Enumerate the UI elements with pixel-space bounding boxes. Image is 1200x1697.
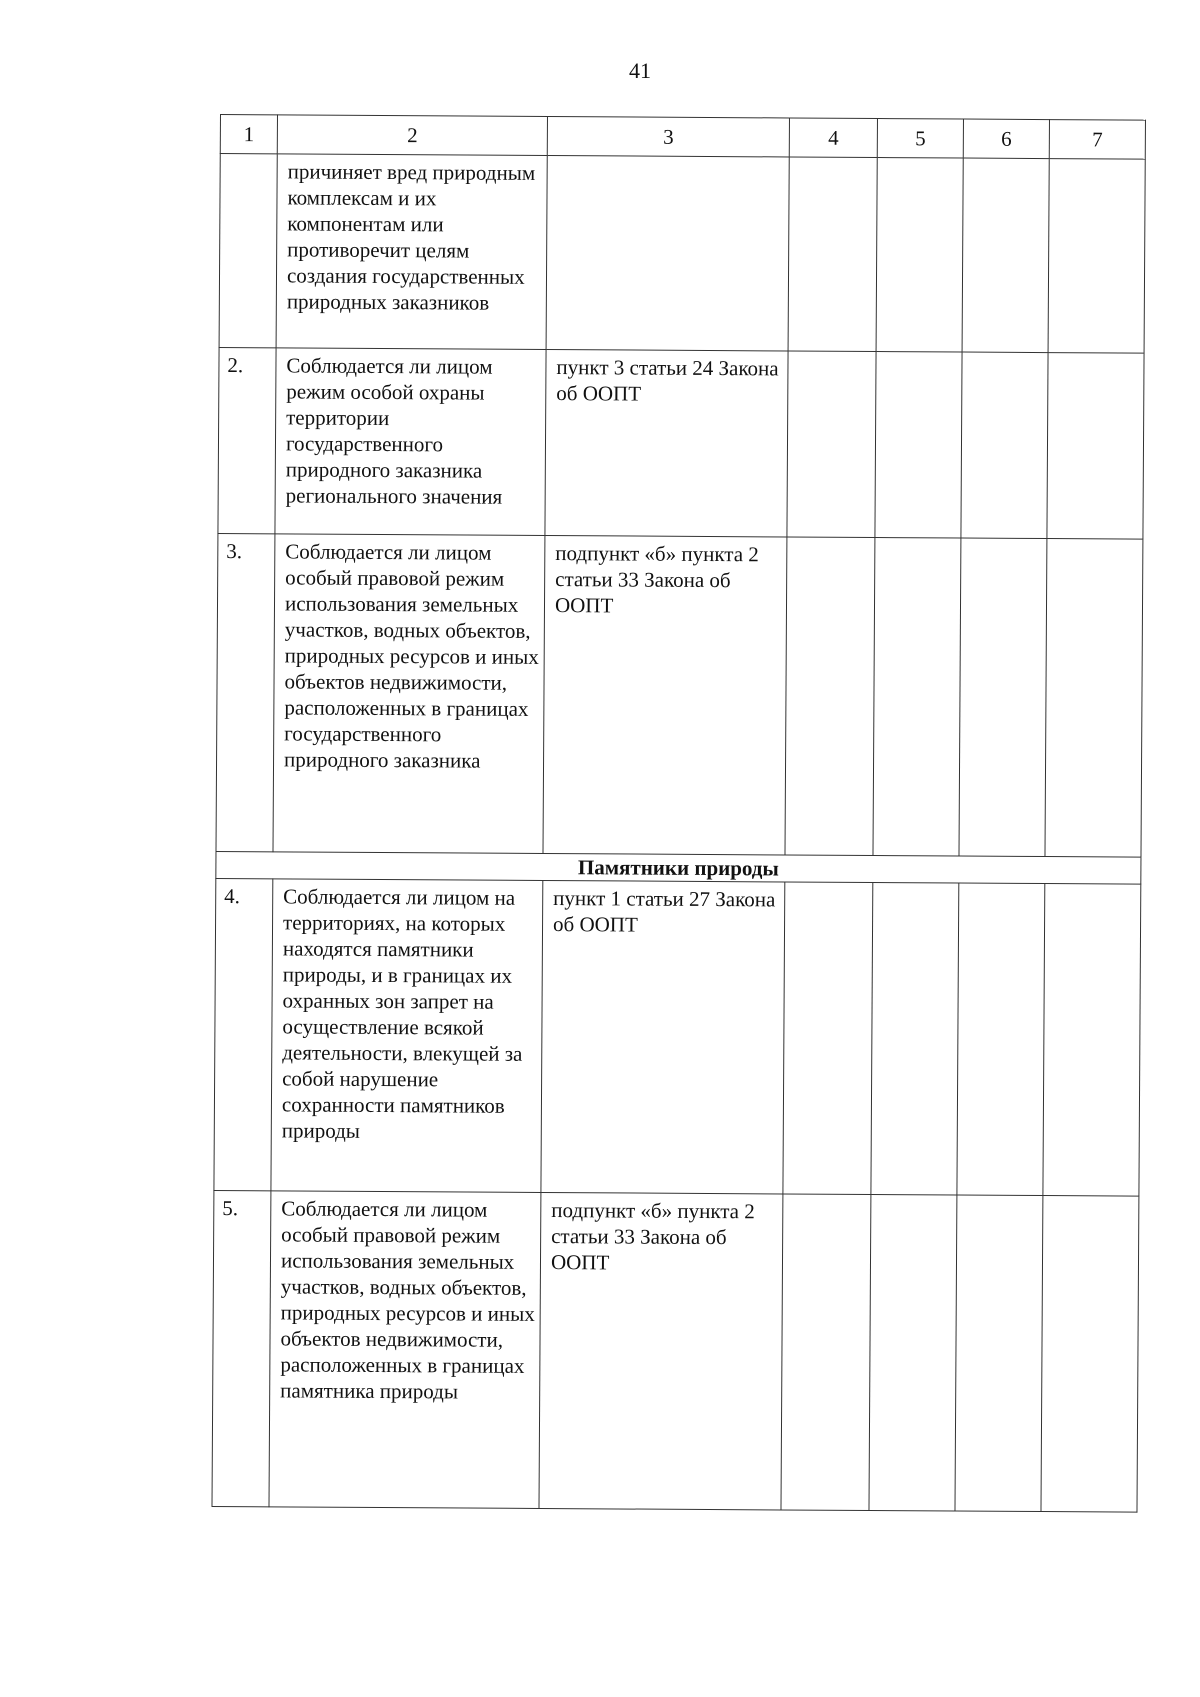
checklist-table: [211, 114, 1145, 1513]
empty-cell: [783, 882, 873, 1195]
empty-cell: [788, 157, 877, 352]
row-number: 3.: [216, 533, 275, 851]
empty-cell: [781, 1194, 871, 1511]
empty-cell: [1041, 1196, 1139, 1513]
page-number: 41: [629, 58, 651, 83]
empty-cell: [957, 883, 1045, 1196]
empty-cell: [1047, 353, 1144, 540]
row-reference: пункт 1 статьи 27 Закона об ООПТ: [541, 880, 785, 1193]
row-question: причиняет вред природным комплексам и их компонентам или противоречит целям создания государственных природных заказников: [276, 154, 547, 350]
table-row: [218, 347, 1144, 539]
column-header: 2: [277, 115, 547, 156]
empty-cell: [876, 158, 963, 353]
row-number: [219, 154, 277, 348]
empty-cell: [875, 352, 962, 539]
empty-cell: [787, 351, 876, 538]
empty-cell: [1045, 539, 1143, 858]
empty-cell: [873, 538, 961, 857]
row-reference: подпункт «б» пункта 2 статьи 33 Закона об ООПТ: [543, 535, 787, 854]
empty-cell: [1048, 159, 1145, 354]
table-row: [212, 1190, 1139, 1512]
table-header-row: [220, 115, 1145, 160]
column-header: 5: [877, 119, 963, 159]
empty-cell: [869, 1194, 957, 1511]
section-title: Памятники природы: [216, 851, 1141, 884]
row-question: Соблюдается ли лицом режим особой охраны территории государственного природного заказника регионального значения: [275, 348, 546, 536]
row-question: Соблюдается ли лицом особый правовой режим использования земельных участков, водных объектов, природных ресурсов и иных объектов недвижимости, расположенных в границах государственного природного заказника: [273, 534, 545, 854]
row-number: 2.: [218, 347, 276, 533]
empty-cell: [871, 883, 959, 1196]
row-reference: подпункт «б» пункта 2 статьи 33 Закона об ООПТ: [539, 1192, 783, 1509]
table-row: [214, 878, 1141, 1196]
empty-cell: [785, 537, 875, 856]
column-header: 7: [1049, 120, 1145, 160]
empty-cell: [1043, 884, 1141, 1197]
column-header: 4: [789, 118, 877, 158]
row-reference: [546, 155, 789, 350]
row-reference: пункт 3 статьи 24 Закона об ООПТ: [545, 349, 788, 536]
table-row: [216, 533, 1143, 857]
table-row: [219, 154, 1145, 354]
empty-cell: [961, 352, 1048, 539]
column-header: 3: [547, 117, 789, 157]
row-number: 4.: [214, 878, 273, 1190]
empty-cell: [955, 1195, 1043, 1512]
row-question: Соблюдается ли лицом на территориях, на которых находятся памятники природы, и в границах их охранных зон запрет на осуществление всякой деятельности, влекущей за собой нарушение сохранности памятников природы: [271, 879, 543, 1193]
empty-cell: [962, 158, 1049, 353]
column-header: 6: [963, 119, 1049, 159]
row-number: 5.: [212, 1190, 271, 1506]
row-question: Соблюдается ли лицом особый правовой режим использования земельных участков, водных объектов, природных ресурсов и иных объектов недвижимости, расположенных в границах памятника природы: [269, 1191, 541, 1509]
empty-cell: [959, 538, 1047, 857]
column-header: 1: [220, 115, 277, 154]
